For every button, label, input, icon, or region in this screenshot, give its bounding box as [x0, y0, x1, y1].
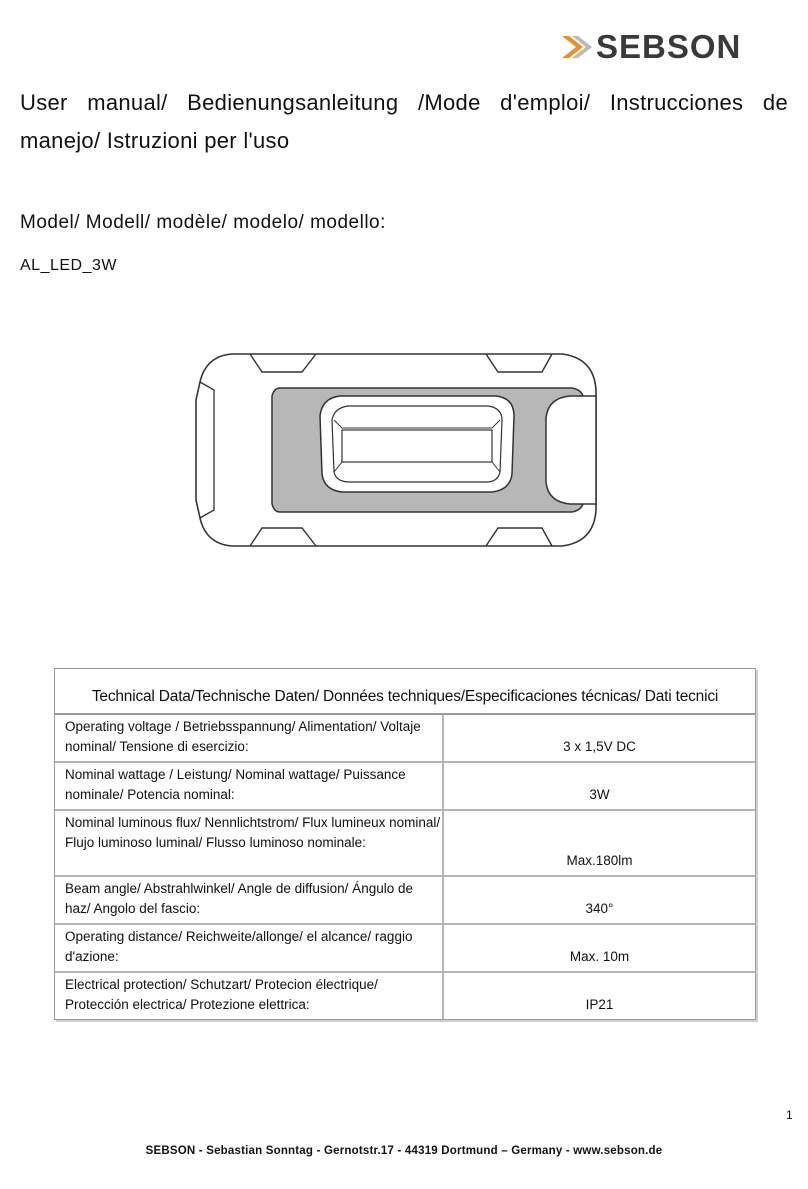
- table-row: [55, 811, 755, 877]
- table-row: [55, 973, 755, 1019]
- table-row: [55, 763, 755, 811]
- manual-title: User manual/ Bedienungsanleitung /Mode d'emploi/ Instrucciones de manejo/ Istruzioni per l'uso: [20, 90, 788, 153]
- table-row: [55, 877, 755, 925]
- spec-label: Electrical protection/ Schutzart/ Protecion électrique/ Protección electrica/ Protezione elettrica:: [55, 973, 444, 1019]
- spec-value: 3 x 1,5V DC: [563, 739, 636, 754]
- spec-label: Beam angle/ Abstrahlwinkel/ Angle de diffusion/ Ángulo de haz/ Angolo del fascio:: [55, 877, 444, 923]
- spec-value: 3W: [589, 787, 610, 802]
- spec-label: Operating voltage / Betriebsspannung/ Alimentation/ Voltaje nominal/ Tensione di esercizio:: [55, 715, 444, 761]
- model-label: Model/ Modell/ modèle/ modelo/ modello:: [20, 212, 386, 233]
- page-number: 1: [786, 1108, 793, 1122]
- technical-data-table: [54, 668, 756, 1020]
- spec-label: Nominal wattage / Leistung/ Nominal wattage/ Puissance nominale/ Potencia nominal:: [55, 763, 444, 809]
- table-header: Technical Data/Technische Daten/ Données techniques/Especificaciones técnicas/ Dati tecnici: [55, 669, 755, 715]
- table-row: [55, 715, 755, 763]
- chevron-arrow-icon: [560, 30, 594, 64]
- spec-value: IP21: [585, 997, 614, 1012]
- sebson-logo: [560, 28, 745, 68]
- spec-label: Nominal luminous flux/ Nennlichtstrom/ Flux lumineux nominal/ Flujo luminoso luminal/ Flusso luminoso nominale:: [55, 811, 444, 875]
- led-work-light-drawing: [192, 350, 612, 555]
- table-row: [55, 925, 755, 973]
- footer-address: SEBSON - Sebastian Sonntag - Gernotstr.17 - 44319 Dortmund – Germany - www.sebson.de: [145, 1145, 663, 1157]
- spec-value: Max. 10m: [569, 949, 630, 964]
- model-value: AL_LED_3W: [20, 257, 117, 274]
- spec-value: 340°: [585, 901, 614, 916]
- brand-name: SEBSON: [596, 28, 742, 65]
- spec-label: Operating distance/ Reichweite/allonge/ el alcance/ raggio d'azione:: [55, 925, 444, 971]
- spec-value: Max.180lm: [566, 853, 633, 868]
